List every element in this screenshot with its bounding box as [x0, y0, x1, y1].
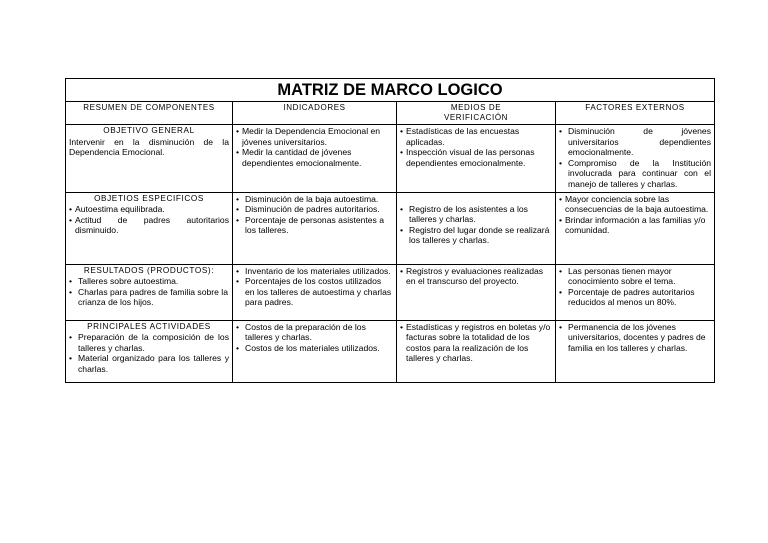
list-item: • Registro de los asistentes a los talleres y charlas. [400, 204, 552, 225]
cell-resultados [66, 264, 233, 320]
cell-factores [556, 264, 715, 320]
section-title: OBJETIOS ESPECIFICOS [94, 193, 204, 203]
list-item: • Charlas para padres de familia sobre la crianza de los hijos. [69, 287, 229, 308]
header-indicadores: INDICADORES [233, 102, 397, 125]
list-item: • Talleres sobre autoestima. [69, 276, 229, 287]
list-item: • Costos de la preparación de los talleres y charlas. [236, 322, 393, 343]
list-item: • Registros y evaluaciones realizadas en el transcurso del proyecto. [400, 266, 552, 287]
list-item: • Registro del lugar donde se realizará los talleres y charlas. [400, 225, 552, 246]
list-item: • Porcentaje de padres autoritarios reducidos al menos un 80%. [559, 287, 711, 308]
list-item: • Medir la cantidad de jóvenes dependientes emocionalmente. [236, 147, 393, 168]
header-resumen: RESUMEN DE COMPONENTES [66, 102, 233, 125]
list-item: • Permanencia de los jóvenes universitarios, docentes y padres de familia en los talleres y charlas. [559, 322, 711, 354]
cell-indicadores [233, 264, 397, 320]
section-title: OBJETIVO GENERAL [103, 126, 195, 135]
cell-medios [397, 320, 556, 382]
list-item: • Mayor conciencia sobre las consecuencias de la baja autoestima. [559, 194, 711, 215]
cell-indicadores [233, 192, 397, 264]
list-item: • Preparación de la composición de los talleres y charlas. [69, 332, 229, 353]
cell-factores [556, 125, 715, 193]
list-item: • Material organizado para los talleres y charlas. [69, 353, 229, 374]
list-item: • Brindar información a las familias y/o comunidad. [559, 215, 711, 236]
header-medios-line2: VERIFICACIÓN [443, 112, 509, 122]
section-title: PRINCIPALES ACTIVIDADES [87, 321, 211, 331]
header-factores: FACTORES EXTERNOS [556, 102, 715, 125]
list-item: • Compromiso de la Institución involucrada para continuar con el manejo de talleres y charlas. [559, 158, 711, 190]
list-item: • Inspección visual de las personas dependientes emocionalmente. [400, 147, 552, 168]
list-item: • Estadísticas y registros en boletas y/o facturas sobre la totalidad de los costos para la realización de los talleres y charlas. [400, 322, 552, 364]
cell-objetivos-especificos [66, 192, 233, 264]
table-title: MATRIZ DE MARCO LOGICO [66, 79, 715, 102]
header-medios [397, 102, 556, 125]
cell-factores [556, 320, 715, 382]
cell-medios [397, 264, 556, 320]
list-item: • Las personas tienen mayor conocimiento sobre el tema. [559, 266, 711, 287]
list-item: • Inventario de los materiales utilizados. [236, 266, 393, 277]
cell-indicadores [233, 125, 397, 193]
list-item: • Porcentajes de los costos utilizados en los talleres de autoestima y charlas para padres. [236, 276, 393, 308]
list-item: • Estadísticas de las encuestas aplicadas. [400, 126, 552, 147]
list-item: • Actitud de padres autoritarios disminuido. [69, 215, 229, 236]
cell-factores [556, 192, 715, 264]
list-item: • Medir la Dependencia Emocional en jóvenes universitarios. [236, 126, 393, 147]
objetivo-text: Intervenir en la disminución de la Dependencia Emocional. [69, 136, 229, 158]
section-title: RESULTADOS (PRODUCTOS): [83, 265, 215, 275]
header-medios-line1: MEDIOS DE [450, 103, 502, 112]
cell-medios [397, 125, 556, 193]
cell-actividades [66, 320, 233, 382]
cell-indicadores [233, 320, 397, 382]
list-item: • Disminución de la baja autoestima. [236, 194, 393, 205]
list-item: • Costos de los materiales utilizados. [236, 343, 393, 354]
marco-logico-table [65, 78, 715, 383]
list-item: • Disminución de jóvenes universitarios dependientes emocionalmente. [559, 126, 711, 158]
cell-objetivo-general [66, 125, 233, 193]
list-item: • Autoestima equilibrada. [69, 204, 229, 215]
cell-medios [397, 192, 556, 264]
list-item: • Disminución de padres autoritarios. [236, 204, 393, 215]
list-item: • Porcentaje de personas asistentes a los talleres. [236, 215, 393, 236]
